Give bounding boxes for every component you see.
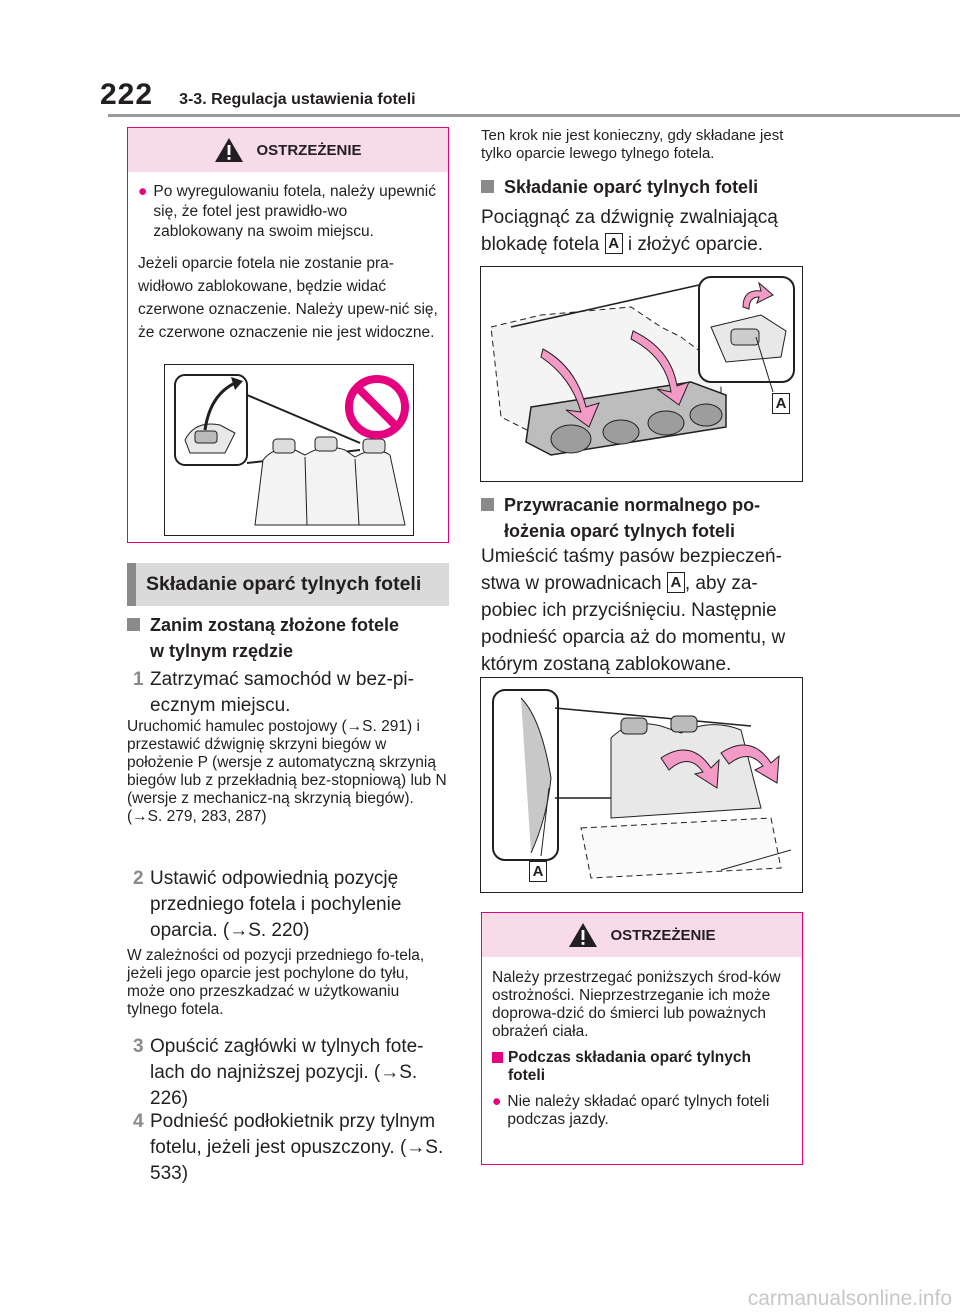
intro-note: Ten krok nie jest konieczny, gdy składane jest tylko oparcie lewego tylnego fotela. — [481, 127, 784, 162]
page-header — [100, 78, 416, 112]
warning-title: OSTRZEŻENIE — [256, 141, 362, 159]
step-1 — [133, 667, 450, 719]
step-2-note: W zależności od pozycji przedniego fo-tela, jeżeli jego oparcie jest pochylone do tyłu, może ono przeszkadzać w użytkowaniu tylnego fotela. — [127, 947, 425, 1018]
warning-paragraph: Jeżeli oparcie fotela nie zostanie pra-widłowo zablokowane, będzie widać czerwone oznaczenie. Należy upew-nić się, że czerwone oznaczenie nie jest widoczne. — [138, 255, 438, 341]
step-number: 3 — [133, 1036, 144, 1057]
folding-instruction: Pociągnąć za dźwignię zwalniającą blokadę fotela A i złożyć oparcie. — [481, 207, 778, 255]
step-1-note: Uruchomić hamulec postojowy (→S. 291) i przestawić dźwignię skrzyni biegów w położenie P (wersje z automatyczną skrzynią biegów lub z przekładnią bez-stopniową) lub N (wersje z mechanicz-ną skrzynią biegów). (→S. 279, 283, 287) — [127, 718, 447, 825]
restoring-instruction: Umieścić taśmy pasów bezpieczeń-stwa w prowadnicach A , aby za-pobiec ich przyciśnięciu. Następnie podnieść oparcia aż do momentu, w którym zostaną zablokowane. — [481, 546, 786, 675]
step-number: 4 — [133, 1111, 144, 1132]
section-title: 3-3. Regulacja ustawienia foteli — [179, 91, 416, 108]
subheading-before-folding: Zanim zostaną złożone fotele w tylnym rzędzie — [127, 612, 449, 664]
step-text: Zatrzymać samochód w bez-piecznym miejscu. — [150, 669, 414, 716]
warning-header — [128, 128, 448, 172]
square-bullet-icon — [481, 180, 494, 193]
step-2 — [133, 866, 450, 944]
subheading-restoring: Przywracanie normalnego po- łożenia oparć tylnych foteli — [481, 492, 803, 544]
watermark: carmanualsonline.info — [747, 1287, 952, 1310]
step-4 — [133, 1109, 450, 1187]
warning-bullet: ● Nie należy składać oparć tylnych foteli podczas jazdy. — [492, 1093, 770, 1128]
label-a-badge: A — [667, 572, 685, 593]
step-3 — [133, 1034, 450, 1112]
warning-box-bottom — [481, 912, 803, 1165]
step-text: Ustawić odpowiednią pozycję przedniego fotela i pochylenie oparcia. (→S. 220) — [150, 868, 402, 941]
section-heading-band: Składanie oparć tylnych foteli — [127, 563, 449, 606]
label-a-badge: A — [605, 233, 623, 254]
bullet-dot-icon: ● — [138, 183, 148, 200]
warning-triangle-icon — [568, 922, 598, 948]
warning-header — [482, 913, 802, 957]
page-number: 222 — [100, 78, 154, 111]
subheading-folding: Składanie oparć tylnych foteli — [481, 174, 803, 200]
seat-lock-figure — [165, 365, 413, 535]
warning-subheading: Podczas składania oparć tylnych foteli — [492, 1049, 792, 1085]
square-bullet-icon — [127, 618, 140, 631]
fold-seat-figure — [481, 267, 802, 481]
raise-seat-figure — [481, 678, 802, 892]
raise-seat-illustration — [480, 677, 803, 893]
fold-seat-illustration — [480, 266, 803, 482]
step-text: Podnieść podłokietnik przy tylnym fotelu, jeżeli jest opuszczony. (→S. 533) — [150, 1111, 444, 1184]
warning-intro: Należy przestrzegać poniższych środ-ków ostrożności. Nieprzestrzeganie ich może doprowa-dzić do śmierci lub poważnych obrażeń ciała. — [492, 969, 781, 1040]
step-text: Opuścić zagłówki w tylnych fote-lach do najniższej pozycji. (→S. 226) — [150, 1036, 424, 1109]
warning-title: OSTRZEŻENIE — [610, 926, 716, 944]
header-rule — [108, 114, 960, 117]
bullet-dot-icon: ● — [492, 1093, 502, 1110]
figure-label-a: A — [772, 393, 790, 414]
locked-seat-illustration — [164, 364, 414, 536]
warning-bullet-text: Po wyregulowaniu fotela, należy upewnić się, że fotel jest prawidło-wo zablokowany na swoim miejscu. — [153, 183, 436, 240]
figure-label-a: A — [529, 861, 547, 882]
step-number: 2 — [133, 868, 144, 889]
step-number: 1 — [133, 669, 144, 690]
square-bullet-icon — [492, 1052, 503, 1063]
square-bullet-icon — [481, 498, 494, 511]
warning-box-top — [127, 127, 449, 543]
warning-bullet — [138, 182, 438, 242]
warning-triangle-icon — [214, 137, 244, 163]
